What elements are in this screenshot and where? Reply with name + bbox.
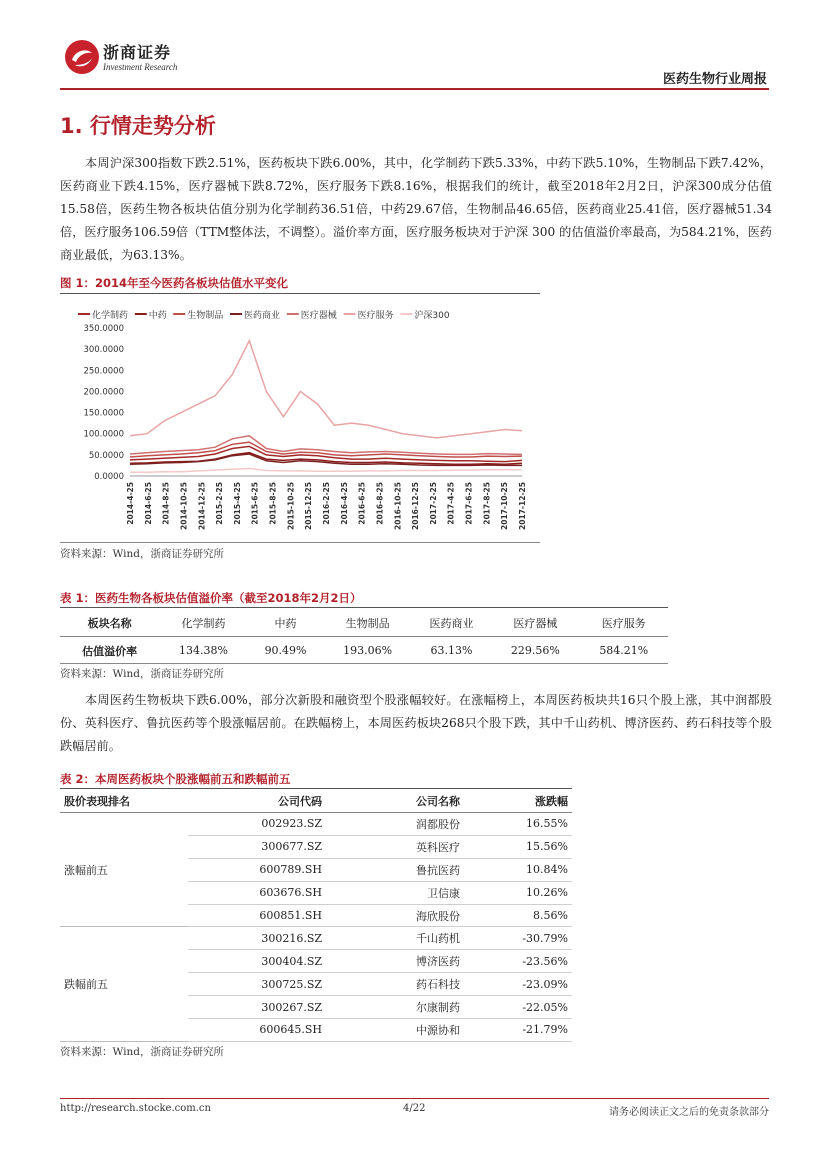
valuation-line-chart xyxy=(60,300,540,540)
premium-val-1: 90.49% xyxy=(264,644,307,657)
movers-table-header xyxy=(60,790,572,813)
stock-code: 300216.SZ xyxy=(188,927,326,950)
x-tick-label: 2016-10-25 xyxy=(393,482,403,530)
x-tick-label: 2014-8-25 xyxy=(161,482,171,525)
premium-val-4: 229.56% xyxy=(510,644,560,657)
movers-header-code: 公司代码 xyxy=(188,790,326,813)
premium-table-header-label: 板块名称 xyxy=(60,609,159,637)
movers-header-rank: 股价表现排名 xyxy=(60,790,188,813)
premium-val-5: 584.21% xyxy=(599,644,649,657)
footer-url[interactable]: http://research.stocke.com.cn xyxy=(60,1103,211,1114)
premium-col-2: 生物制品 xyxy=(323,609,411,637)
premium-table-header-row xyxy=(60,609,668,637)
table1-top-rule xyxy=(60,607,668,608)
figure1-caption-rule xyxy=(60,293,540,294)
stock-code: 603676.SH xyxy=(188,881,326,904)
premium-col-1: 中药 xyxy=(248,609,324,637)
stock-change: -23.09% xyxy=(464,973,572,996)
section-title: 1. 行情走势分析 xyxy=(60,114,216,138)
y-tick-label: 200.0000 xyxy=(83,387,124,398)
series-line-医疗服务 xyxy=(130,341,522,438)
figure1-bottom-rule xyxy=(60,542,540,543)
stock-change: -21.79% xyxy=(464,1019,572,1042)
stock-name: 卫信康 xyxy=(326,881,464,904)
x-tick-label: 2016-8-25 xyxy=(375,482,385,525)
stock-name: 英科医疗 xyxy=(326,835,464,858)
premium-val-3: 63.13% xyxy=(430,644,473,657)
series-line-医疗器械 xyxy=(130,436,522,455)
stock-name: 润都股份 xyxy=(326,813,464,836)
x-tick-label: 2015-8-25 xyxy=(268,482,278,525)
x-tick-label: 2017-2-25 xyxy=(428,482,438,525)
x-tick-label: 2015-10-25 xyxy=(286,482,296,530)
logo-cn-text: 浙商证券 xyxy=(103,43,172,62)
premium-table-row-label: 估值溢价率 xyxy=(82,644,138,658)
x-tick-label: 2017-4-25 xyxy=(446,482,456,525)
x-tick-label: 2014-12-25 xyxy=(197,482,207,530)
table2-source: 资料来源：Wind，浙商证券研究所 xyxy=(60,1046,224,1058)
table1-source: 资料来源：Wind，浙商证券研究所 xyxy=(60,668,224,680)
movers-table xyxy=(60,790,572,1042)
stock-change: -23.56% xyxy=(464,950,572,973)
footer-divider xyxy=(60,1098,769,1099)
legend-label: 化学制药 xyxy=(92,311,129,321)
x-tick-label: 2014-4-25 xyxy=(126,482,135,525)
y-tick-label: 250.0000 xyxy=(83,366,124,377)
movers-header-change: 涨跌幅 xyxy=(464,790,572,813)
stock-change: 10.26% xyxy=(464,881,572,904)
x-tick-label: 2014-10-25 xyxy=(179,482,189,530)
legend-label: 医药商业 xyxy=(244,311,281,321)
x-tick-label: 2017-12-25 xyxy=(518,482,527,530)
page-number: 4/22 xyxy=(403,1103,426,1114)
logo-en-text: Investment Research xyxy=(103,62,178,72)
stock-code: 600789.SH xyxy=(188,858,326,881)
x-tick-label: 2017-10-25 xyxy=(500,482,510,530)
stock-change: 10.84% xyxy=(464,858,572,881)
x-tick-label: 2016-2-25 xyxy=(322,482,331,525)
legend-label: 医疗服务 xyxy=(357,311,394,321)
stock-change: -22.05% xyxy=(464,996,572,1019)
logo xyxy=(63,36,193,80)
y-tick-label: 0.0000 xyxy=(94,472,124,482)
group-label-gainers: 涨幅前五 xyxy=(60,813,188,927)
stock-change: 15.56% xyxy=(464,835,572,858)
stock-name: 尔康制药 xyxy=(326,996,464,1019)
stock-code: 300725.SZ xyxy=(188,973,326,996)
y-tick-label: 350.0000 xyxy=(83,324,124,334)
stock-name: 中源协和 xyxy=(326,1019,464,1042)
movers-header-name: 公司名称 xyxy=(326,790,464,813)
legend-label: 医疗器械 xyxy=(300,311,337,321)
table2-caption: 表 2：本周医药板块个股涨幅前五和跌幅前五 xyxy=(60,772,291,786)
stock-code: 300677.SZ xyxy=(188,835,326,858)
premium-col-0: 化学制药 xyxy=(159,609,247,637)
figure1-caption: 图 1：2014年至今医药各板块估值水平变化 xyxy=(60,276,289,290)
table2-top-rule xyxy=(60,788,572,789)
y-tick-label: 50.0000 xyxy=(88,450,124,461)
stock-code: 300404.SZ xyxy=(188,950,326,973)
stock-change: 16.55% xyxy=(464,813,572,836)
report-title: 医药生物行业周报 xyxy=(662,72,767,87)
legend-label: 生物制品 xyxy=(187,311,224,321)
header-divider xyxy=(60,88,769,90)
stock-name: 千山药机 xyxy=(326,927,464,950)
x-tick-label: 2015-12-25 xyxy=(304,482,314,530)
x-tick-label: 2014-6-25 xyxy=(143,482,153,525)
logo-mark-icon xyxy=(63,38,101,76)
stock-name: 海欣股份 xyxy=(326,904,464,927)
x-tick-label: 2015-2-25 xyxy=(215,482,225,525)
stock-code: 600851.SH xyxy=(188,904,326,927)
legend-label: 中药 xyxy=(148,311,167,321)
premium-col-3: 医药商业 xyxy=(412,609,491,637)
table-row xyxy=(60,927,572,950)
x-tick-label: 2016-6-25 xyxy=(357,482,367,525)
paragraph-stock-movers: 本周医药生物板块下跌6.00%，部分次新股和融资型个股涨幅较好。在涨幅榜上，本周医药板块共16只个股上涨，其中润都股份、英科医疗、鲁抗医药等个股涨幅居前。在跌幅榜上，本周医药板块268只个股下跌，其中千山药机、博济医药、药石科技等个股跌幅居前。 xyxy=(60,693,772,753)
paragraph-market-overview: 本周沪深300指数下跌2.51%，医药板块下跌6.00%，其中，化学制药下跌5.33%，中药下跌5.10%，生物制品下跌7.42%，医药商业下跌4.15%，医疗器械下跌8.72%，医疗服务下跌8.16%，根据我们的统计，截至2018年2月2日，沪深300成分估值15.58倍，医药生物各板块估值分别为化学制药36.51倍，中药29.67倍，生物制品46.65倍，医药商业25.41倍，医疗器械51.34倍，医疗服务106.59倍（TTM整体法，不调整）。溢价率方面，医疗服务板块对于沪深 300 的估值溢价率最高，为584.21%，医药商业最低，为63.13%。 xyxy=(60,156,772,262)
stock-change: -30.79% xyxy=(464,927,572,950)
group-label-losers: 跌幅前五 xyxy=(60,927,188,1041)
table1-bottom-rule xyxy=(60,663,668,664)
premium-col-5: 医疗服务 xyxy=(580,609,668,637)
premium-table xyxy=(60,609,668,664)
legend-label: 沪深300 xyxy=(414,311,450,321)
premium-val-0: 134.38% xyxy=(179,644,228,657)
stock-code: 002923.SZ xyxy=(188,813,326,836)
stock-name: 药石科技 xyxy=(326,973,464,996)
y-tick-label: 150.0000 xyxy=(83,408,124,419)
premium-val-2: 193.06% xyxy=(343,644,393,657)
premium-table-value-row xyxy=(60,637,668,665)
x-tick-label: 2015-6-25 xyxy=(250,482,260,525)
stock-name: 博济医药 xyxy=(326,950,464,973)
figure1-source: 资料来源：Wind，浙商证券研究所 xyxy=(60,548,224,560)
y-tick-label: 300.0000 xyxy=(83,345,124,356)
premium-col-4: 医疗器械 xyxy=(491,609,579,637)
table-row xyxy=(60,813,572,836)
stock-code: 600645.SH xyxy=(188,1019,326,1042)
footer-disclaimer: 请务必阅读正文之后的免责条款部分 xyxy=(609,1107,769,1118)
table1-caption: 表 1：医药生物各板块估值溢价率（截至2018年2月2日） xyxy=(60,591,362,605)
stock-name: 鲁抗医药 xyxy=(326,858,464,881)
x-tick-label: 2016-12-25 xyxy=(411,482,421,530)
x-tick-label: 2017-6-25 xyxy=(464,482,474,525)
y-tick-label: 100.0000 xyxy=(83,429,124,440)
stock-code: 300267.SZ xyxy=(188,996,326,1019)
x-tick-label: 2015-4-25 xyxy=(232,482,242,525)
series-line-沪深300 xyxy=(130,468,522,472)
x-tick-label: 2017-8-25 xyxy=(482,482,492,525)
x-tick-label: 2016-4-25 xyxy=(339,482,349,525)
stock-change: 8.56% xyxy=(464,904,572,927)
